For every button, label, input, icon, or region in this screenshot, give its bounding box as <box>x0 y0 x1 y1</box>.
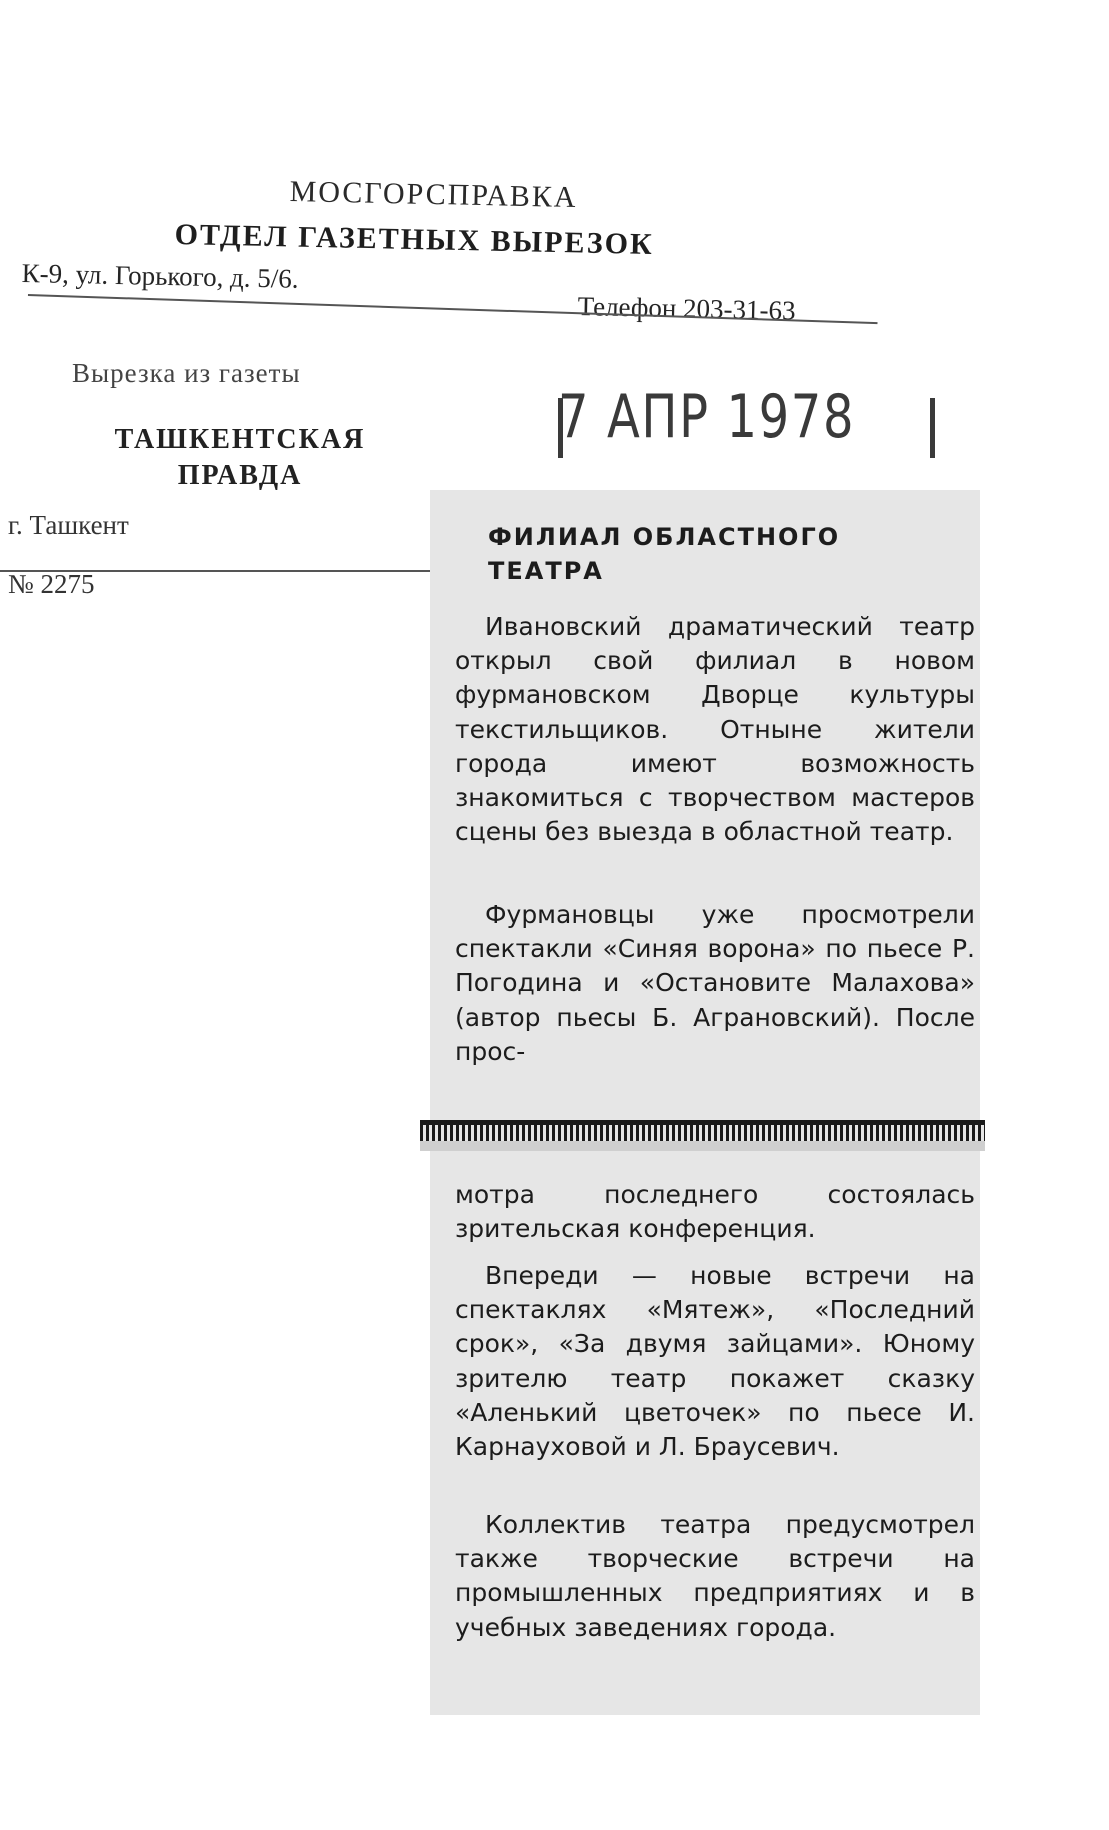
article-paragraph-5: Коллектив театра предусмотрел также творческие встречи на промышленных предприятиях и в учебных заведениях города. <box>455 1510 975 1642</box>
date-stamp: 7 АПР 1978 <box>558 382 856 452</box>
department-name: ОТДЕЛ ГАЗЕТНЫХ ВЫРЕЗОК <box>174 218 655 262</box>
article-paragraph-4: Впереди — новые встречи на спектаклях «Мятеж», «Последний срок», «За двумя зайцами». Юному зрителю театр покажет сказку «Аленький цветочек» по пьесе И. Карнауховой и Л. Браусевич. <box>455 1261 975 1462</box>
article-title-line1: ФИЛИАЛ ОБЛАСТНОГО <box>488 523 841 551</box>
article-paragraph-1: Ивановский драматический театр открыл свой филиал в новом фурмановском Дворце культуры текстильщиков. Отныне жители города имеют возможность знакомиться с творчеством мастеров сцены без выезда в областной театр. <box>455 612 975 847</box>
org-name: МОСГОРСПРАВКА <box>289 175 578 215</box>
city: г. Ташкент <box>8 510 129 540</box>
article-paragraph-3: мотра последнего состоялась зрительская конференция. <box>455 1180 975 1244</box>
newspaper-name <box>70 422 410 494</box>
column-separator-shadow <box>420 1141 985 1151</box>
article-paragraph-2: Фурмановцы уже просмотрели спектакли «Синяя ворона» по пьесе Р. Погодина и «Остановите Малахова» (автор пьесы Б. Аграновский). После прос- <box>455 900 975 1066</box>
phone-number: Телефон 203-31-63 <box>577 291 796 326</box>
cut-label: Вырезка из газеты <box>72 358 301 388</box>
order-number: № 2275 <box>8 569 95 599</box>
newspaper-name-line1: ТАШКЕНТСКАЯ <box>114 424 366 455</box>
date-stamp-right-bar <box>930 398 935 458</box>
article-title-line2: ТЕАТРА <box>488 557 604 585</box>
column-separator <box>420 1120 985 1141</box>
article-title <box>488 520 948 588</box>
address: К-9, ул. Горького, д. 5/6. <box>21 258 299 294</box>
newspaper-name-line2: ПРАВДА <box>177 460 303 491</box>
